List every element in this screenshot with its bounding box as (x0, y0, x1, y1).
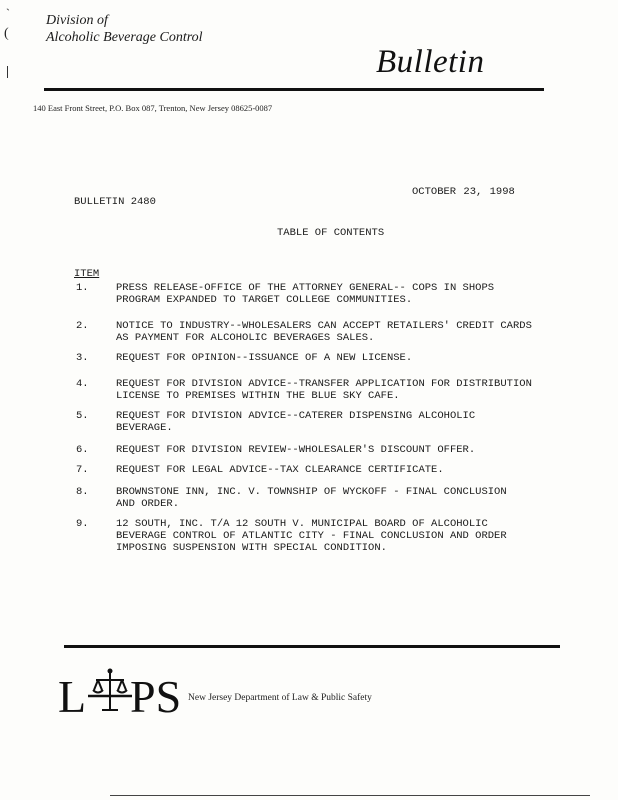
footer-divider (64, 645, 560, 648)
toc-item (70, 282, 590, 306)
toc-item-text: 12 SOUTH, INC. T/A 12 SOUTH V. MUNICIPAL BOARD OF ALCOHOLIC BEVERAGE CONTROL OF ATLANTIC CITY - FINAL CONCLUSION AND ORDER IMPOSING SUSPENSION WITH SPECIAL CONDITION. (116, 518, 507, 554)
toc-item-text: REQUEST FOR DIVISION REVIEW--WHOLESALER'S DISCOUNT OFFER. (116, 444, 476, 456)
toc-item-number: 3. (76, 352, 89, 364)
toc-item-number: 2. (76, 320, 89, 332)
toc-item-number: 5. (76, 410, 89, 422)
lps-logo (58, 666, 186, 720)
toc-item-text: REQUEST FOR OPINION--ISSUANCE OF A NEW LICENSE. (116, 352, 413, 364)
toc-item-text: NOTICE TO INDUSTRY--WHOLESALERS CAN ACCEPT RETAILERS' CREDIT CARDS AS PAYMENT FOR ALCOHOLIC BEVERAGES SALES. (116, 320, 532, 344)
toc-item-number: 9. (76, 518, 89, 530)
logo-letter-l: L (58, 671, 87, 720)
toc-item (70, 352, 590, 364)
toc-item-text: PRESS RELEASE-OFFICE OF THE ATTORNEY GENERAL-- COPS IN SHOPS PROGRAM EXPANDED TO TARGET COLLEGE COMMUNITIES. (116, 282, 495, 306)
toc-item-text: BROWNSTONE INN, INC. V. TOWNSHIP OF WYCKOFF - FINAL CONCLUSION AND ORDER. (116, 486, 507, 510)
logo-letters-ps: PS (130, 671, 182, 720)
division-line-1: Division of (46, 13, 108, 28)
division-name (46, 12, 203, 46)
toc-item (70, 320, 590, 344)
scan-mark-tick: ˋ (6, 6, 10, 20)
toc-item-number: 8. (76, 486, 89, 498)
toc-item (70, 518, 590, 554)
toc-item (70, 410, 590, 434)
scan-mark-bracket: ( (4, 26, 9, 41)
header-divider (44, 88, 544, 91)
toc-item-number: 1. (76, 282, 89, 294)
toc-item (70, 486, 590, 510)
bulletin-number: BULLETIN 2480 (74, 196, 156, 208)
department-name: New Jersey Department of Law & Public Safety (188, 693, 372, 703)
toc-title: TABLE OF CONTENTS (277, 227, 385, 239)
division-address: 140 East Front Street, P.O. Box 087, Trenton, New Jersey 08625-0087 (33, 103, 273, 113)
scan-mark-bar (7, 66, 8, 78)
toc-item-number: 6. (76, 444, 89, 456)
division-line-2: Alcoholic Beverage Control (46, 30, 203, 45)
item-heading: ITEM (74, 268, 100, 280)
toc-item (70, 464, 590, 476)
bulletin-date: OCTOBER 23, 1998 (412, 186, 515, 198)
toc-item (70, 378, 590, 402)
toc-item (70, 444, 590, 456)
toc-item-text: REQUEST FOR DIVISION ADVICE--TRANSFER APPLICATION FOR DISTRIBUTION LICENSE TO PREMISES WITHIN THE BLUE SKY CAFE. (116, 378, 532, 402)
toc-item-number: 4. (76, 378, 89, 390)
toc-item-number: 7. (76, 464, 89, 476)
bulletin-heading: Bulletin (376, 44, 485, 80)
toc-item-text: REQUEST FOR LEGAL ADVICE--TAX CLEARANCE CERTIFICATE. (116, 464, 444, 476)
scales-of-justice-icon (58, 666, 186, 720)
toc-item-text: REQUEST FOR DIVISION ADVICE--CATERER DISPENSING ALCOHOLIC BEVERAGE. (116, 410, 476, 434)
scan-bottom-edge (110, 795, 590, 796)
